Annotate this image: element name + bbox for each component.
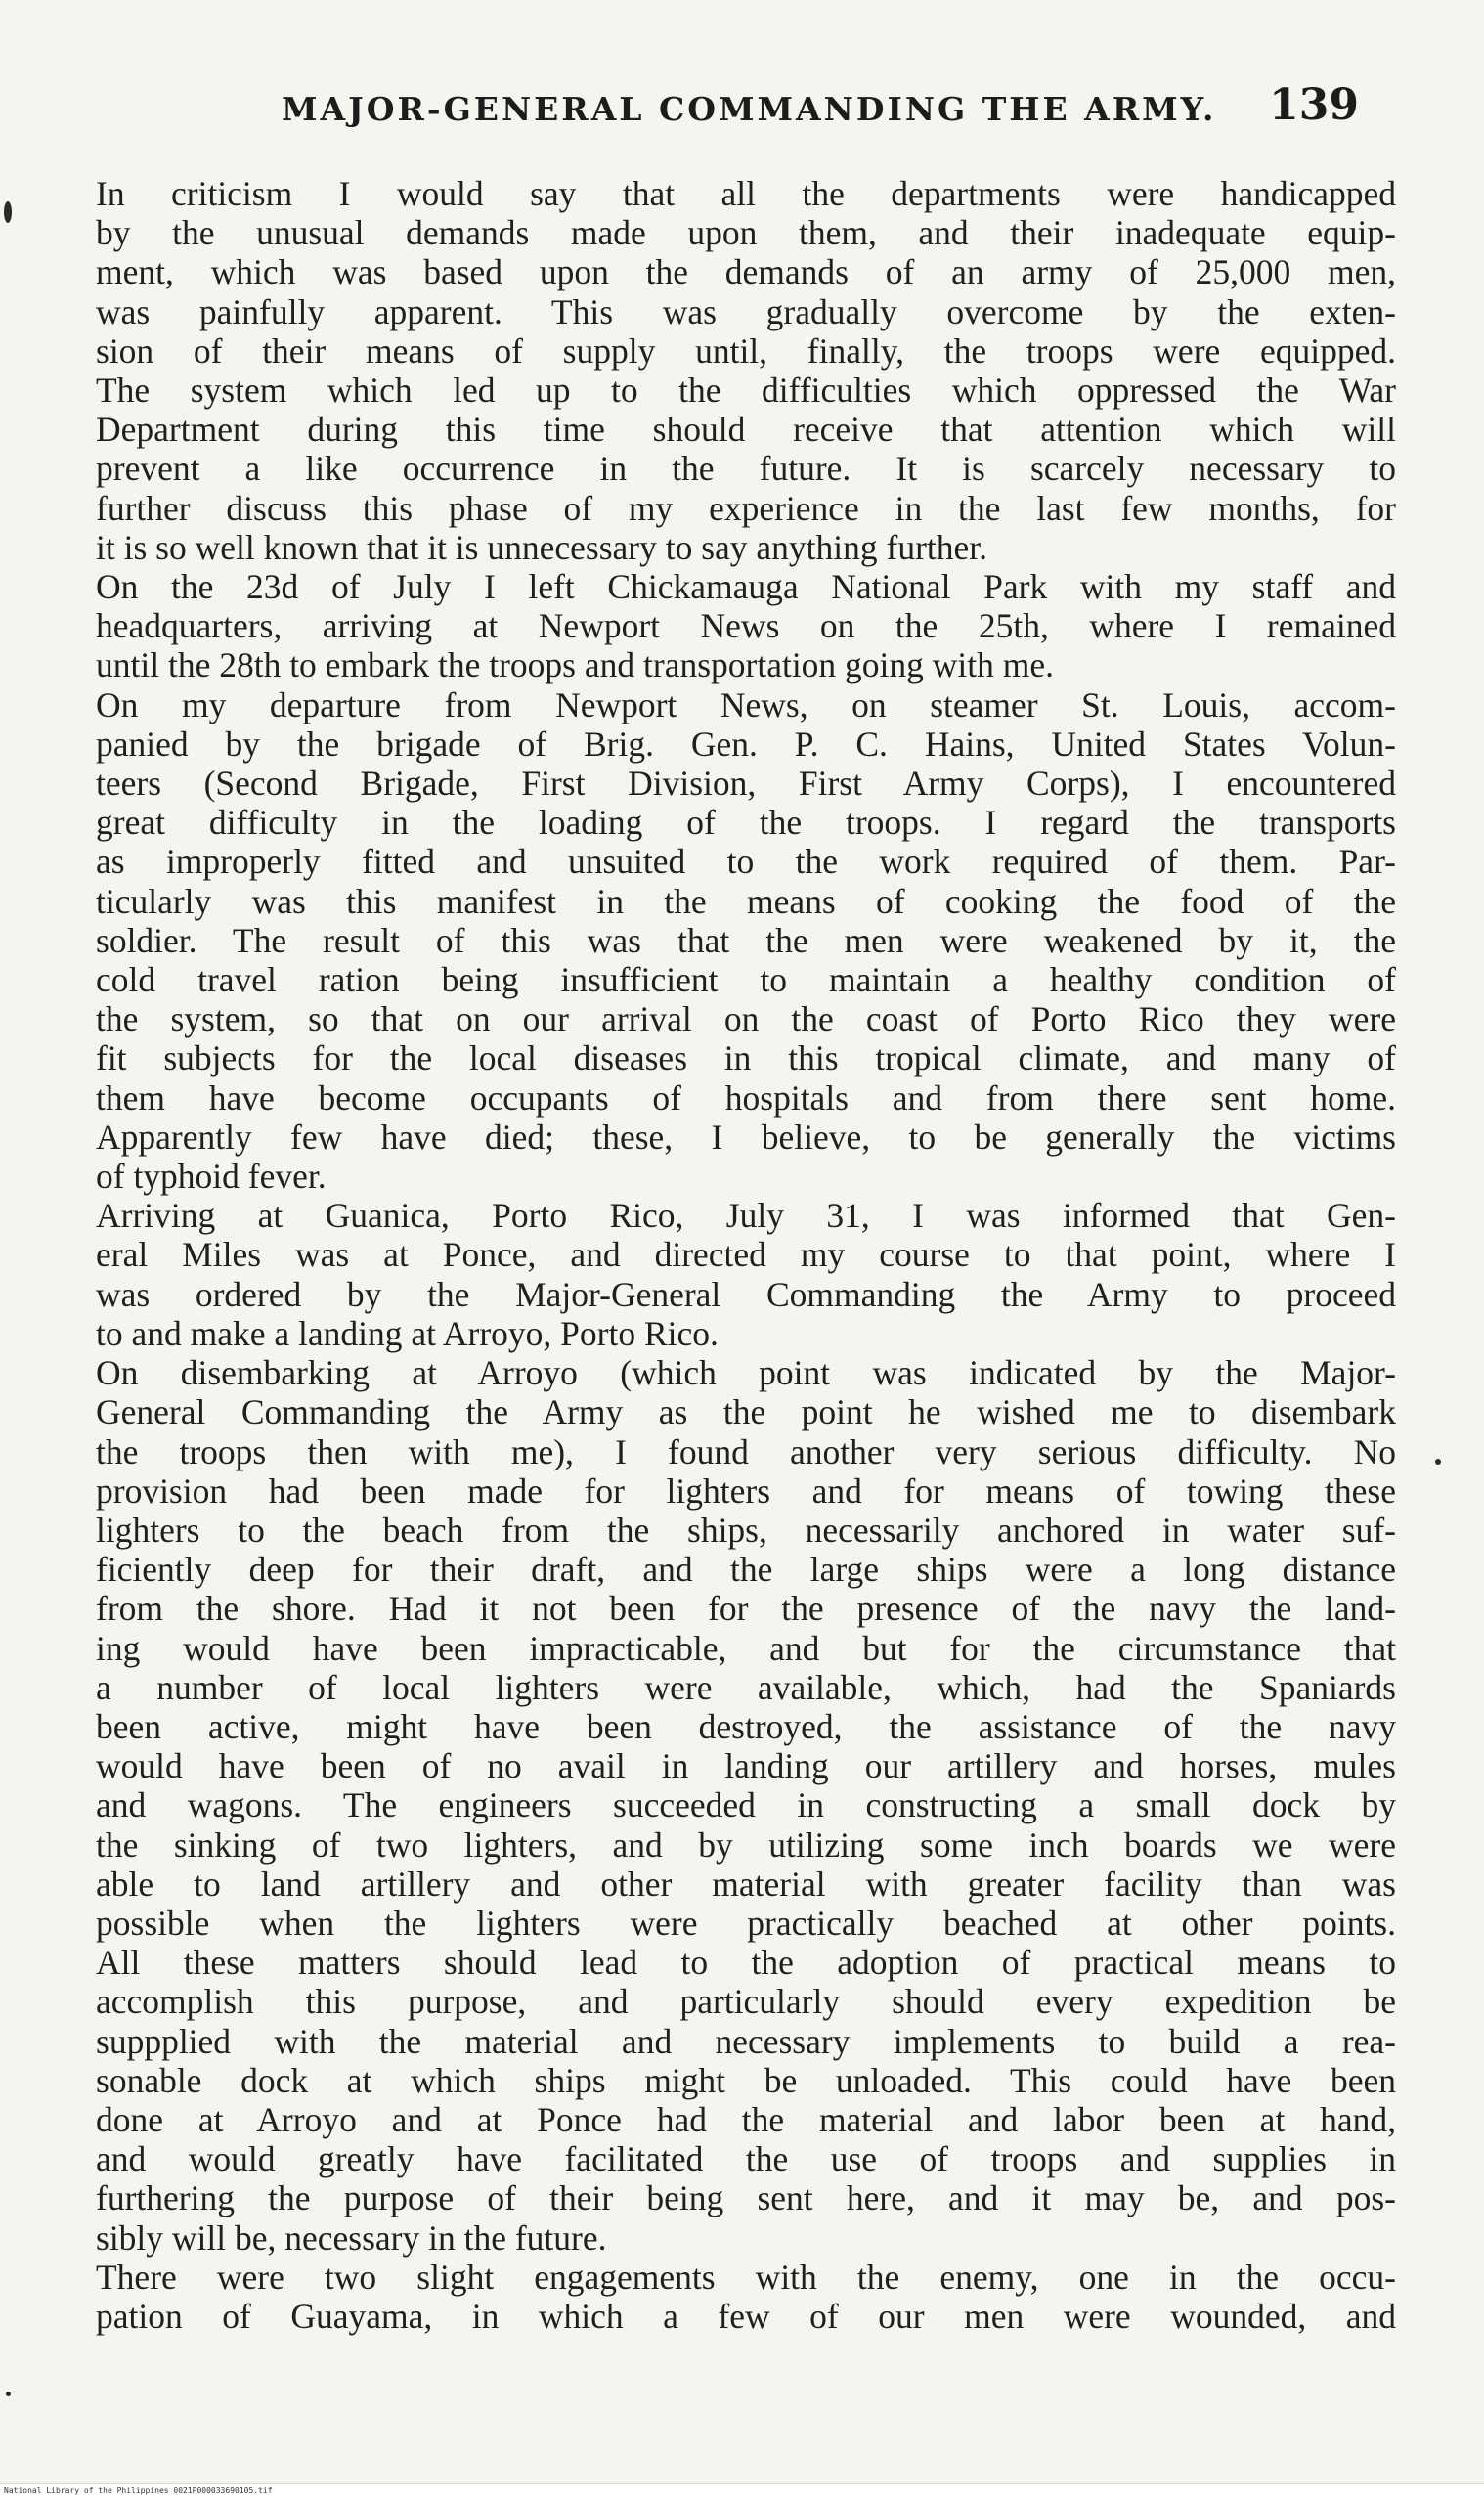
text-line: The system which led up to the difficulties which oppressed the War xyxy=(96,371,1396,411)
text-line: suppplied with the material and necessary implements to build a rea- xyxy=(96,2021,1396,2061)
text-line: would have been of no avail in landing our artillery and horses, mules xyxy=(96,1746,1396,1786)
text-line: On the 23d of July I left Chickamauga National Park with my staff and xyxy=(96,567,1396,607)
body-text xyxy=(96,174,1396,2442)
text-line: done at Arroyo and at Ponce had the material and labor been at hand, xyxy=(96,2099,1396,2139)
text-line: fit subjects for the local diseases in this tropical climate, and many of xyxy=(96,1038,1396,1078)
text-line: provision had been made for lighters and for means of towing these xyxy=(96,1470,1396,1511)
text-line: of typhoid fever. xyxy=(96,1157,327,1197)
text-line: eral Miles was at Ponce, and directed my course to that point, where I xyxy=(96,1235,1396,1275)
text-line: soldier. The result of this was that the men were weakened by it, the xyxy=(96,920,1396,960)
paragraph xyxy=(96,2258,1396,2336)
text-line: was painfully apparent. This was gradually overcome by the exten- xyxy=(96,291,1396,331)
text-line: the system, so that on our arrival on the coast of Porto Rico they were xyxy=(96,999,1396,1039)
text-line: was ordered by the Major-General Commanding the Army to proceed xyxy=(96,1274,1396,1314)
text-line: ing would have been impracticable, and but for the circumstance that xyxy=(96,1628,1396,1668)
scan-speck-right xyxy=(1435,1459,1441,1465)
text-line: headquarters, arriving at Newport News on the 25th, where I remained xyxy=(96,606,1396,646)
text-line: until the 28th to embark the troops and transportation going with me. xyxy=(96,645,1055,685)
text-line: In criticism I would say that all the departments were handicapped xyxy=(96,174,1396,213)
scan-speck-bottom xyxy=(6,2392,11,2396)
text-line: cold travel ration being insufficient to maintain a healthy condition of xyxy=(96,960,1396,1000)
text-line: Department during this time should receive that attention which will xyxy=(96,410,1396,450)
text-line: sion of their means of supply until, finally, the troops were equipped. xyxy=(96,330,1396,371)
paragraph xyxy=(96,1196,1396,1353)
text-line: panied by the brigade of Brig. Gen. P. C. Hains, United States Volun- xyxy=(96,724,1396,764)
text-line: been active, might have been destroyed, the assistance of the navy xyxy=(96,1706,1396,1746)
text-line: pation of Guayama, in which a few of our men were wounded, and xyxy=(96,2296,1396,2336)
text-line: ticularly was this manifest in the means of cooking the food of the xyxy=(96,881,1396,921)
text-line: to and make a landing at Arroyo, Porto Rico. xyxy=(96,1313,719,1353)
text-line: them have become occupants of hospitals and from there sent home. xyxy=(96,1077,1396,1118)
text-line: ment, which was based upon the demands of an army of 25,000 men, xyxy=(96,252,1396,292)
text-line: the troops then with me), I found another very serious difficulty. No xyxy=(96,1431,1396,1471)
text-line: sibly will be, necessary in the future. xyxy=(96,2217,607,2258)
text-line: General Commanding the Army as the point he wished me to disembark xyxy=(96,1392,1396,1432)
text-line: Arriving at Guanica, Porto Rico, July 31, I was informed that Gen- xyxy=(96,1196,1396,1236)
text-line: further discuss this phase of my experience in the last few months, for xyxy=(96,488,1396,528)
text-line: and wagons. The engineers succeeded in constructing a small dock by xyxy=(96,1785,1396,1825)
text-line: by the unusual demands made upon them, and their inadequate equip- xyxy=(96,213,1396,253)
text-line: furthering the purpose of their being sent here, and it may be, and pos- xyxy=(96,2178,1396,2218)
paragraph xyxy=(96,174,1396,567)
text-line: All these matters should lead to the adoption of practical means to xyxy=(96,1943,1396,1983)
text-line: lighters to the beach from the ships, necessarily anchored in water suf- xyxy=(96,1510,1396,1550)
text-line: On my departure from Newport News, on steamer St. Louis, accom- xyxy=(96,684,1396,724)
paragraph xyxy=(96,1353,1396,2258)
text-line: prevent a like occurrence in the future. It is scarcely necessary to xyxy=(96,449,1396,489)
paragraph xyxy=(96,567,1396,685)
text-line: and would greatly have facilitated the use of troops and supplies in xyxy=(96,2139,1396,2179)
scan-footer-text: National Library of the Philippines 0021P000033690105.tif xyxy=(4,2486,273,2495)
text-line: it is so well known that it is unnecessary to say anything further. xyxy=(96,527,988,567)
scan-footer xyxy=(0,2483,1484,2502)
text-line: as improperly fitted and unsuited to the work required of them. Par- xyxy=(96,842,1396,882)
text-line: Apparently few have died; these, I believe, to be generally the victims xyxy=(96,1117,1396,1157)
running-head: MAJOR-GENERAL COMMANDING THE ARMY. xyxy=(282,90,1217,128)
text-line: the sinking of two lighters, and by utilizing some inch boards we were xyxy=(96,1824,1396,1865)
text-line: from the shore. Had it not been for the presence of the navy the land- xyxy=(96,1589,1396,1629)
text-line: There were two slight engagements with the enemy, one in the occu- xyxy=(96,2257,1396,2297)
text-line: able to land artillery and other material with greater facility than was xyxy=(96,1864,1396,1904)
page-header xyxy=(108,80,1378,139)
page-number: 139 xyxy=(1269,80,1359,130)
text-line: ficiently deep for their draft, and the large ships were a long distance xyxy=(96,1550,1396,1590)
text-line: a number of local lighters were available, which, had the Spaniards xyxy=(96,1667,1396,1707)
text-line: sonable dock at which ships might be unloaded. This could have been xyxy=(96,2060,1396,2100)
text-line: great difficulty in the loading of the troops. I regard the transports xyxy=(96,803,1396,843)
text-line: accomplish this purpose, and particularly should every expedition be xyxy=(96,1982,1396,2022)
text-line: teers (Second Brigade, First Division, First Army Corps), I encountered xyxy=(96,764,1396,804)
scan-speck-left xyxy=(4,201,12,223)
text-line: possible when the lighters were practically beached at other points. xyxy=(96,1903,1396,1943)
text-line: On disembarking at Arroyo (which point was indicated by the Major- xyxy=(96,1353,1396,1393)
paragraph xyxy=(96,685,1396,1197)
